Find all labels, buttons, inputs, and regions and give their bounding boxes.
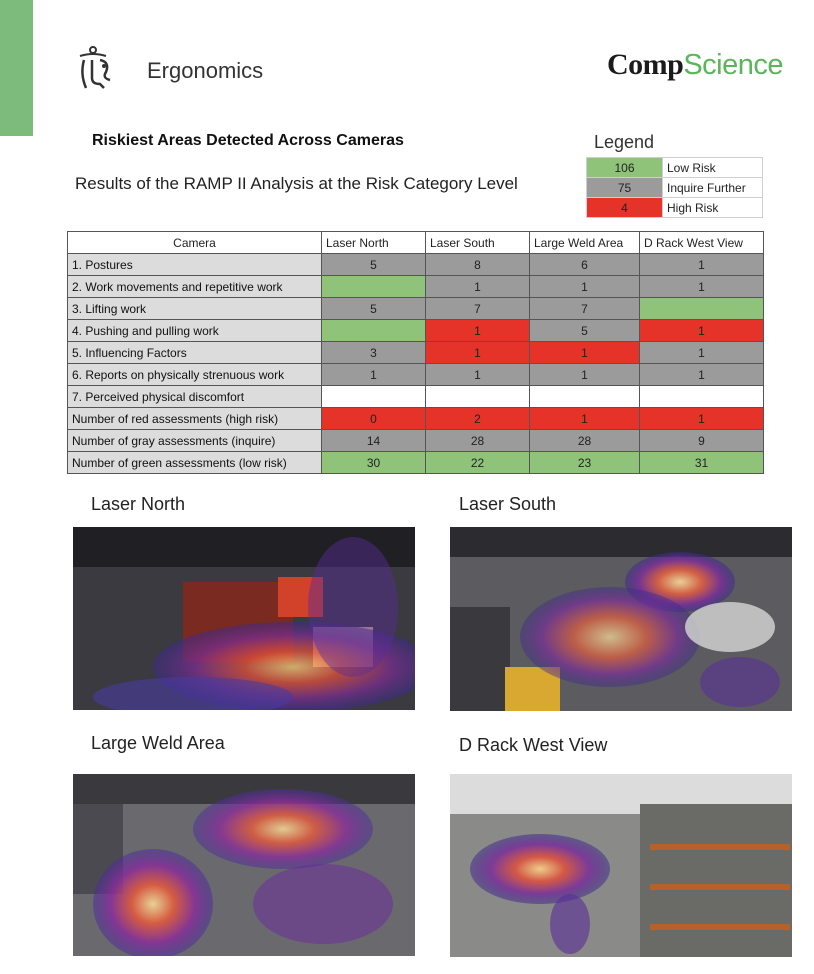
cell-laser-north	[322, 320, 426, 342]
table-row	[68, 452, 764, 474]
cell-large-weld-area: 1	[530, 364, 640, 386]
cell-large-weld-area: 1	[530, 276, 640, 298]
cell-laser-north: 1	[322, 364, 426, 386]
legend-label: High Risk	[663, 198, 763, 218]
laser-south-heatmap-image	[450, 527, 792, 711]
column-header-large-weld-area: Large Weld Area	[530, 232, 640, 254]
row-label: 1. Postures	[68, 254, 322, 276]
cell-laser-south: 1	[426, 320, 530, 342]
row-label: 5. Influencing Factors	[68, 342, 322, 364]
cell-laser-north: 5	[322, 298, 426, 320]
legend-title: Legend	[594, 132, 655, 152]
riskiest-areas-title: Riskiest Areas Detected Across Cameras	[92, 132, 404, 149]
person-posture-icon	[70, 44, 116, 92]
cell-large-weld-area: 28	[530, 430, 640, 452]
column-header-d-rack-west-view: D Rack West View	[640, 232, 764, 254]
column-header-laser-north: Laser North	[322, 232, 426, 254]
cell-large-weld-area: 1	[530, 342, 640, 364]
accent-bar	[0, 0, 33, 136]
legend-label: Inquire Further	[663, 178, 763, 198]
legend-count: 106	[587, 158, 663, 178]
table-header-row	[68, 232, 764, 254]
row-label: 7. Perceived physical discomfort	[68, 386, 322, 408]
cell-d-rack-west-view	[640, 298, 764, 320]
cell-d-rack-west-view: 1	[640, 364, 764, 386]
cell-laser-south: 28	[426, 430, 530, 452]
cell-d-rack-west-view: 1	[640, 342, 764, 364]
cell-laser-north	[322, 276, 426, 298]
legend-count: 75	[587, 178, 663, 198]
legend-item	[587, 198, 763, 218]
cell-laser-north: 3	[322, 342, 426, 364]
cell-laser-south: 22	[426, 452, 530, 474]
cell-laser-north: 5	[322, 254, 426, 276]
cell-d-rack-west-view: 1	[640, 320, 764, 342]
legend-item	[587, 178, 763, 198]
table-row	[68, 276, 764, 298]
brand-part-science: Science	[683, 49, 784, 81]
row-label: Number of red assessments (high risk)	[68, 408, 322, 430]
camera-label-d-rack-west-view: D Rack West View	[459, 735, 608, 755]
cell-d-rack-west-view: 9	[640, 430, 764, 452]
cell-d-rack-west-view: 1	[640, 276, 764, 298]
table-row	[68, 298, 764, 320]
cell-d-rack-west-view: 1	[640, 408, 764, 430]
row-label: Number of gray assessments (inquire)	[68, 430, 322, 452]
table-row	[68, 408, 764, 430]
legend-table	[586, 157, 763, 218]
legend-count: 4	[587, 198, 663, 218]
cell-large-weld-area: 6	[530, 254, 640, 276]
cell-laser-south: 7	[426, 298, 530, 320]
table-row	[68, 342, 764, 364]
legend-label: Low Risk	[663, 158, 763, 178]
table-row	[68, 320, 764, 342]
cell-laser-south: 1	[426, 276, 530, 298]
cell-laser-south: 2	[426, 408, 530, 430]
cell-large-weld-area	[530, 386, 640, 408]
risk-category-table	[67, 231, 764, 474]
cell-laser-south: 1	[426, 342, 530, 364]
cell-laser-south: 1	[426, 364, 530, 386]
row-label: 3. Lifting work	[68, 298, 322, 320]
camera-label-laser-south: Laser South	[459, 494, 557, 514]
camera-label-large-weld-area: Large Weld Area	[91, 733, 225, 753]
section-title: Ergonomics	[147, 58, 264, 83]
column-header-laser-south: Laser South	[426, 232, 530, 254]
cell-large-weld-area: 7	[530, 298, 640, 320]
table-row	[68, 364, 764, 386]
brand-part-comp: Comp	[607, 48, 684, 81]
cell-large-weld-area: 23	[530, 452, 640, 474]
camera-label-laser-north: Laser North	[91, 494, 186, 514]
ramp-analysis-title: Results of the RAMP II Analysis at the Risk Category Level	[75, 174, 518, 193]
table-row	[68, 254, 764, 276]
cell-d-rack-west-view	[640, 386, 764, 408]
row-label: 4. Pushing and pulling work	[68, 320, 322, 342]
row-label: Number of green assessments (low risk)	[68, 452, 322, 474]
cell-large-weld-area: 5	[530, 320, 640, 342]
row-label: 6. Reports on physically strenuous work	[68, 364, 322, 386]
cell-laser-south: 8	[426, 254, 530, 276]
brand-logo	[607, 48, 783, 82]
laser-north-heatmap-image	[73, 527, 415, 710]
cell-laser-north: 0	[322, 408, 426, 430]
large-weld-area-heatmap-image	[73, 774, 415, 956]
cell-laser-north: 30	[322, 452, 426, 474]
cell-laser-north	[322, 386, 426, 408]
d-rack-west-view-heatmap-image	[450, 774, 792, 957]
cell-laser-north: 14	[322, 430, 426, 452]
cell-large-weld-area: 1	[530, 408, 640, 430]
row-label: 2. Work movements and repetitive work	[68, 276, 322, 298]
cell-d-rack-west-view: 1	[640, 254, 764, 276]
cell-d-rack-west-view: 31	[640, 452, 764, 474]
column-header-camera: Camera	[68, 232, 322, 254]
table-row	[68, 386, 764, 408]
cell-laser-south	[426, 386, 530, 408]
table-row	[68, 430, 764, 452]
legend-item	[587, 158, 763, 178]
